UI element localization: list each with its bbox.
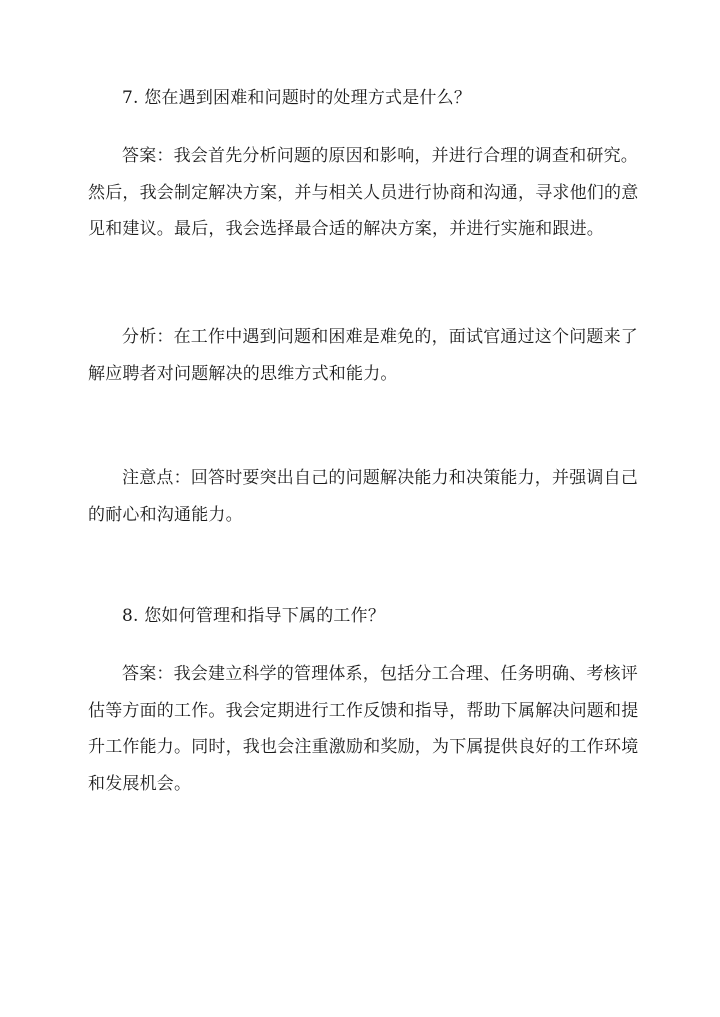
analysis-7-line-2: 解应聘者对问题解决的思维方式和能力。 bbox=[88, 363, 398, 384]
question-8 bbox=[88, 598, 644, 635]
analysis-7-line-1: 分析：在工作中遇到问题和困难是难免的，面试官通过这个问题来了 bbox=[122, 327, 638, 347]
notes-7 bbox=[88, 460, 644, 533]
question-8-text: 8. 您如何管理和指导下属的工作？ bbox=[122, 606, 386, 626]
answer-7-line-3: 见和建议。最后，我会选择最合适的解决方案，并进行实施和跟进。 bbox=[88, 219, 604, 240]
answer-8-line-2: 估等方面的工作。我会定期进行工作反馈和指导，帮助下属解决问题和提 bbox=[88, 700, 639, 721]
answer-8 bbox=[88, 656, 644, 803]
question-7 bbox=[88, 80, 644, 117]
answer-8-line-4: 和发展机会。 bbox=[88, 774, 192, 795]
answer-7-line-1: 答案：我会首先分析问题的原因和影响，并进行合理的调查和研究。 bbox=[122, 146, 638, 166]
answer-8-line-3: 升工作能力。同时，我也会注重激励和奖励，为下属提供良好的工作环境 bbox=[88, 737, 639, 758]
notes-7-line-2: 的耐心和沟通能力。 bbox=[88, 504, 243, 525]
answer-7 bbox=[88, 138, 644, 248]
answer-8-line-1: 答案：我会建立科学的管理体系，包括分工合理、任务明确、考核评 bbox=[122, 664, 638, 684]
answer-7-line-2: 然后，我会制定解决方案，并与相关人员进行协商和沟通，寻求他们的意 bbox=[88, 182, 639, 203]
analysis-7 bbox=[88, 319, 644, 392]
notes-7-line-1: 注意点：回答时要突出自己的问题解决能力和决策能力，并强调自己 bbox=[122, 468, 638, 488]
question-7-text: 7. 您在遇到困难和问题时的处理方式是什么？ bbox=[122, 88, 472, 108]
